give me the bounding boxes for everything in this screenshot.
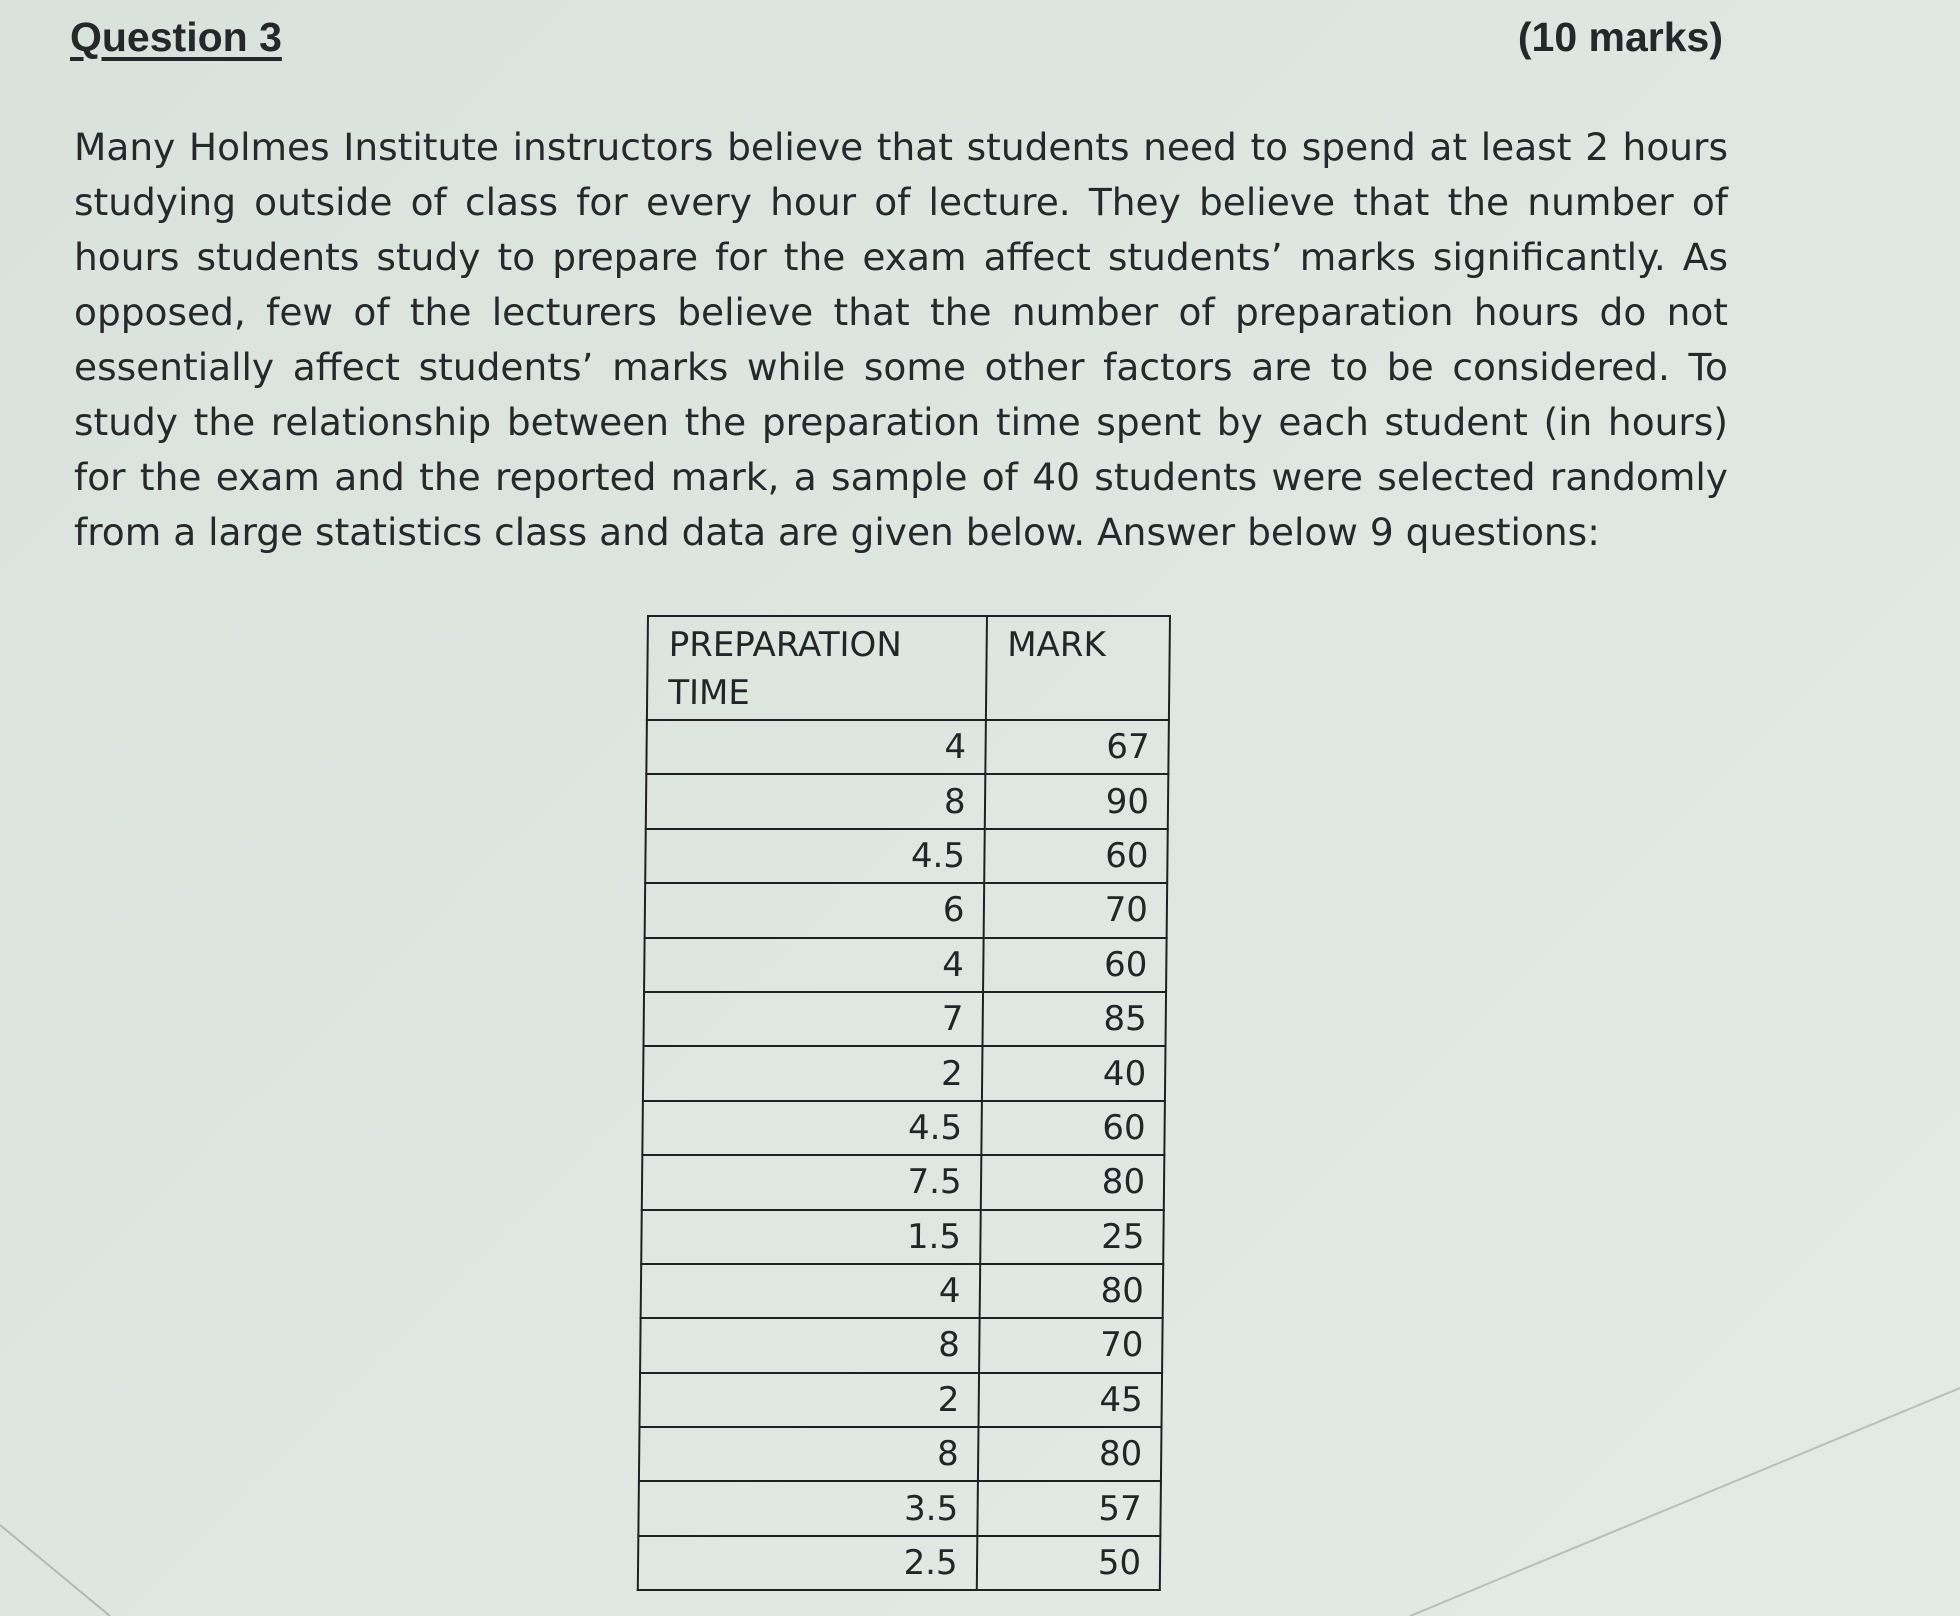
table-row bbox=[641, 1264, 1164, 1318]
table-row bbox=[638, 1481, 1161, 1535]
table-row bbox=[642, 1155, 1165, 1209]
preparation-time-cell: 7.5 bbox=[642, 1155, 981, 1209]
table-row bbox=[638, 1536, 1161, 1590]
table-row bbox=[646, 774, 1169, 828]
mark-cell: 60 bbox=[984, 829, 1168, 883]
data-table bbox=[637, 615, 1171, 1591]
table-row bbox=[639, 1373, 1162, 1427]
mark-cell: 40 bbox=[981, 1046, 1165, 1100]
table-row bbox=[645, 829, 1168, 883]
preparation-time-cell: 4 bbox=[644, 938, 983, 992]
question-title: Question 3 bbox=[70, 14, 282, 60]
mark-cell: 60 bbox=[981, 1101, 1165, 1155]
preparation-time-cell: 4.5 bbox=[642, 1101, 981, 1155]
preparation-time-cell: 8 bbox=[639, 1427, 978, 1481]
preparation-time-cell: 2 bbox=[639, 1373, 978, 1427]
table-row bbox=[641, 1210, 1164, 1264]
table-header-row bbox=[647, 616, 1170, 720]
preparation-time-cell: 3.5 bbox=[638, 1481, 977, 1535]
table-row bbox=[642, 1101, 1165, 1155]
header-preparation-time: PREPARATION TIME bbox=[647, 616, 987, 720]
mark-cell: 70 bbox=[979, 1318, 1163, 1372]
mark-cell: 67 bbox=[985, 720, 1169, 774]
mark-cell: 45 bbox=[978, 1373, 1162, 1427]
preparation-time-cell: 4.5 bbox=[645, 829, 984, 883]
preparation-time-cell: 2.5 bbox=[638, 1536, 977, 1590]
mark-cell: 70 bbox=[983, 883, 1167, 937]
mark-cell: 80 bbox=[977, 1427, 1161, 1481]
preparation-time-cell: 6 bbox=[645, 883, 984, 937]
header-mark: MARK bbox=[985, 616, 1170, 720]
table-row bbox=[645, 883, 1168, 937]
preparation-time-cell: 1.5 bbox=[641, 1210, 980, 1264]
preparation-time-cell: 8 bbox=[646, 774, 985, 828]
preparation-time-cell: 2 bbox=[643, 1046, 982, 1100]
mark-cell: 57 bbox=[977, 1481, 1161, 1535]
preparation-time-cell: 7 bbox=[643, 992, 982, 1046]
mark-cell: 80 bbox=[979, 1264, 1163, 1318]
question-intro-paragraph: Many Holmes Institute instructors believe that students need to spend at least 2 hours studying outside of class for every hour of lecture. They believe that the number of hours students study to prepare for the exam affect students’ marks significantly. As opposed, few of the lecturers believe that the number of preparation hours do not essentially affect students’ marks while some other factors are to be considered. To study the relationship between the preparation time spent by each student (in hours) for the exam and the reported mark, a sample of 40 students were selected randomly from a large statistics class and data are given below. Answer below 9 questions: bbox=[74, 125, 1728, 554]
mark-cell: 50 bbox=[976, 1536, 1160, 1590]
question-marks: (10 marks) bbox=[1517, 14, 1723, 60]
table-row bbox=[639, 1427, 1162, 1481]
table-row bbox=[643, 992, 1166, 1046]
mark-cell: 80 bbox=[980, 1155, 1164, 1209]
table-row bbox=[643, 1046, 1166, 1100]
table-row bbox=[644, 938, 1167, 992]
mark-cell: 85 bbox=[982, 992, 1166, 1046]
mark-cell: 60 bbox=[983, 938, 1167, 992]
table-row bbox=[640, 1318, 1163, 1372]
mark-cell: 25 bbox=[980, 1210, 1164, 1264]
mark-cell: 90 bbox=[984, 774, 1168, 828]
preparation-time-cell: 8 bbox=[640, 1318, 979, 1372]
preparation-time-cell: 4 bbox=[646, 720, 985, 774]
preparation-time-cell: 4 bbox=[641, 1264, 980, 1318]
table-row bbox=[646, 720, 1169, 774]
